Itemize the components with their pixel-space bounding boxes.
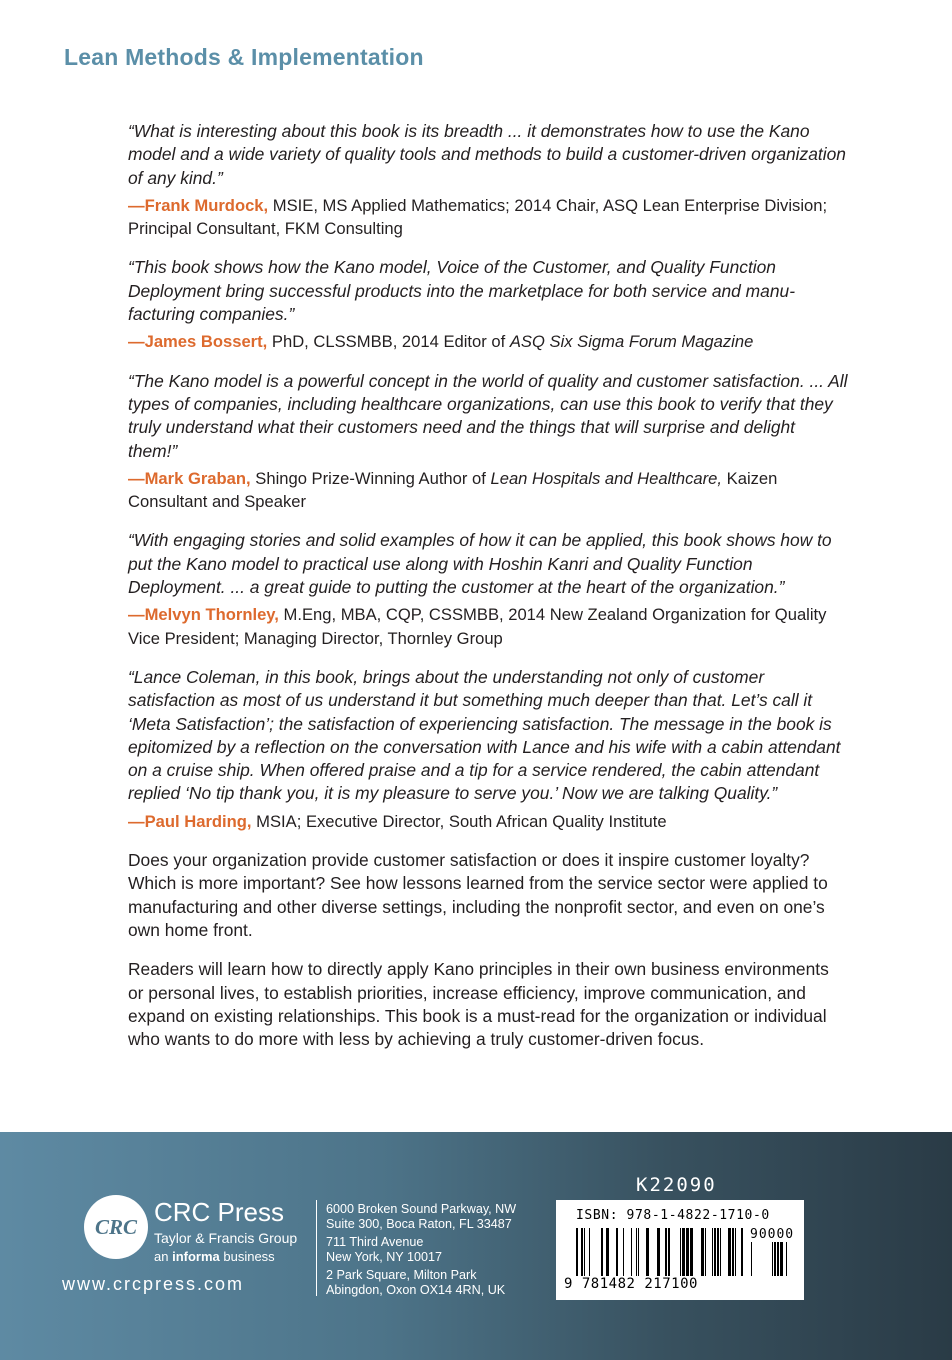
publisher-group: Taylor & Francis Group: [154, 1230, 298, 1246]
endorsement: [128, 666, 848, 833]
barcode-bar: [576, 1228, 578, 1276]
barcode-bar: [686, 1228, 689, 1276]
endorser-credentials: MSIE, MS Applied Mathematics; 2014 Chair, ASQ Lean Enterprise Division; Principal Consultant, FKM Consulting: [128, 195, 828, 239]
endorsement-quote: “What is interesting about this book is its breadth ... it demonstrates how to use the Kano model and a wide variety of quality tools and methods to build a customer-driven organization of any kind.”: [128, 121, 846, 188]
barcode-bar: [717, 1228, 719, 1276]
barcode-bar: [657, 1228, 660, 1276]
address-line: Abingdon, Oxon OX14 4RN, UK: [326, 1283, 506, 1298]
isbn-label: ISBN: 978-1-4822-1710-0: [576, 1208, 770, 1223]
barcode-bar: [601, 1228, 603, 1276]
endorser-credentials: M.Eng, MBA, CQP, CSSMBB, 2014 New Zealand Organization for Quality Vice President; Managing Director, Thornley Group: [128, 605, 827, 648]
endorsement-attribution: [128, 330, 848, 353]
barcode-bar: [735, 1228, 736, 1276]
endorsement-quote: “The Kano model is a powerful concept in the world of quality and customer satisfaction. ... All types of companies, including healthcare organizations, can use this book to verify that they truly understand what their customers need and the things that will surprise and delight them!”: [128, 370, 848, 461]
series-title: Lean Methods & Implementation: [64, 44, 424, 70]
barcode-bar: [646, 1228, 649, 1276]
endorser-credentials: Shingo Prize-Winning Author of: [250, 468, 491, 488]
barcode-bar: [714, 1228, 716, 1276]
address-line: Suite 300, Boca Raton, FL 33487: [326, 1217, 512, 1232]
isbn-addon: 90000: [750, 1227, 795, 1242]
barcode-bar: [720, 1228, 721, 1276]
endorser-name: —Paul Harding,: [128, 811, 252, 831]
endorsement: [128, 256, 848, 353]
description-paragraph: Readers will learn how to directly apply Kano principles in their own business environments or personal lives, to establish priorities, increase efficiency, improve communication, and expand on existing relationships. This book is a must-read for the organization or individual who wants to do more with less by achieving a truly customer-driven focus.: [128, 959, 829, 1050]
endorser-name: —James Bossert,: [128, 332, 268, 352]
crc-logo-text: CRC: [94, 1215, 138, 1239]
endorser-name: —Melvyn Thornley,: [128, 605, 279, 625]
barcode-bar: [631, 1228, 632, 1276]
publisher-addresses: [326, 1202, 546, 1298]
barcode-bar: [636, 1228, 637, 1276]
barcode-bar: [741, 1228, 743, 1276]
address-line: 711 Third Avenue: [326, 1234, 424, 1249]
barcode-bar: [589, 1228, 590, 1276]
endorsement-attribution: [128, 810, 848, 833]
endorser-publication: Lean Hospitals and Healthcare,: [490, 468, 723, 488]
barcode-bar: [690, 1228, 693, 1276]
tagline-brand: informa: [172, 1249, 220, 1264]
barcode-bar: [682, 1228, 685, 1276]
barcode-bar: [616, 1228, 618, 1276]
endorser-credentials-tail: Kaizen Consultant and Speaker: [128, 468, 778, 512]
tagline-suffix: business: [219, 1249, 275, 1264]
endorsement-quote: “With engaging stories and solid examples of how it can be applied, this book shows how to put the Kano model to practical use along with Hoshin Kanri and Quality Function Deployment. ... a great guide to putting the customer at the heart of the organization.”: [128, 530, 832, 598]
barcode-bar: [728, 1228, 731, 1276]
endorsement-quote: “Lance Coleman, in this book, brings about the understanding not only of customer satisfaction as most of us understand it but something much deeper than that. Let’s call it ‘Meta Satisfaction’; the satisfaction of experiencing satisfaction. The message in the book is epitomized by a reflection on the conversation with Lance and his wife with a cabin attendant on a cruise ship. When offered praise and a tip for a service rendered, the cabin attendant replied ‘No tip thank you, it is my pleasure to serve you.’ Now we are talking Quality.”: [128, 666, 841, 804]
address-line: New York, NY 10017: [326, 1250, 442, 1265]
endorser-publication: ASQ Six Sigma Forum Magazine: [509, 332, 754, 352]
tagline-prefix: an: [154, 1249, 173, 1264]
publisher-website: www.crcpress.com: [62, 1274, 245, 1294]
crc-logo: [84, 1195, 148, 1259]
endorsement: [128, 529, 848, 649]
endorsement-attribution: [128, 467, 848, 514]
address-line: 6000 Broken Sound Parkway, NW: [326, 1202, 517, 1216]
endorsement-attribution: [128, 194, 848, 241]
barcode-bar: [668, 1228, 670, 1276]
address-line: 2 Park Square, Milton Park: [326, 1267, 477, 1282]
footer-divider: [316, 1200, 317, 1296]
barcode-bar: [732, 1228, 734, 1276]
barcode-bar: [638, 1228, 639, 1276]
barcode-bar: [701, 1228, 704, 1276]
book-code: K22090: [636, 1174, 717, 1196]
endorser-name: —Mark Graban,: [128, 468, 251, 488]
endorser-name: —Frank Murdock,: [128, 195, 269, 215]
barcode-bar: [680, 1228, 681, 1276]
barcode-bar: [665, 1228, 667, 1276]
description-paragraph: Does your organization provide customer satisfaction or does it inspire customer loyalty? Which is more important? See how lessons learned from the service sector were applied to manufacturing and other diverse settings, including the nonprofit sector, and even on one’s own home front.: [128, 850, 828, 940]
endorsement-quote: “This book shows how the Kano model, Voice of the Customer, and Quality Function Deployment bring successful products into the marketplace for both service and manufacturing companies.”: [128, 257, 795, 325]
endorser-credentials: PhD, CLSSMBB, 2014 Editor of: [267, 332, 510, 352]
barcode-bar: [712, 1228, 713, 1276]
barcode-bar: [581, 1228, 583, 1276]
endorsement-attribution: [128, 603, 848, 650]
endorser-credentials: MSIA; Executive Director, South African Quality Institute: [251, 811, 667, 831]
barcode-bar: [623, 1228, 624, 1276]
barcode-bar: [606, 1228, 609, 1276]
barcode-bar: [584, 1228, 585, 1276]
publisher-name: CRC Press: [154, 1197, 285, 1227]
barcode-bar: [705, 1228, 706, 1276]
endorsement: [128, 370, 848, 514]
publisher-tagline: [154, 1248, 275, 1265]
back-cover-text: [128, 120, 848, 1067]
endorsement: [128, 120, 848, 240]
ean-digits: 9 781482 217100: [564, 1276, 698, 1292]
